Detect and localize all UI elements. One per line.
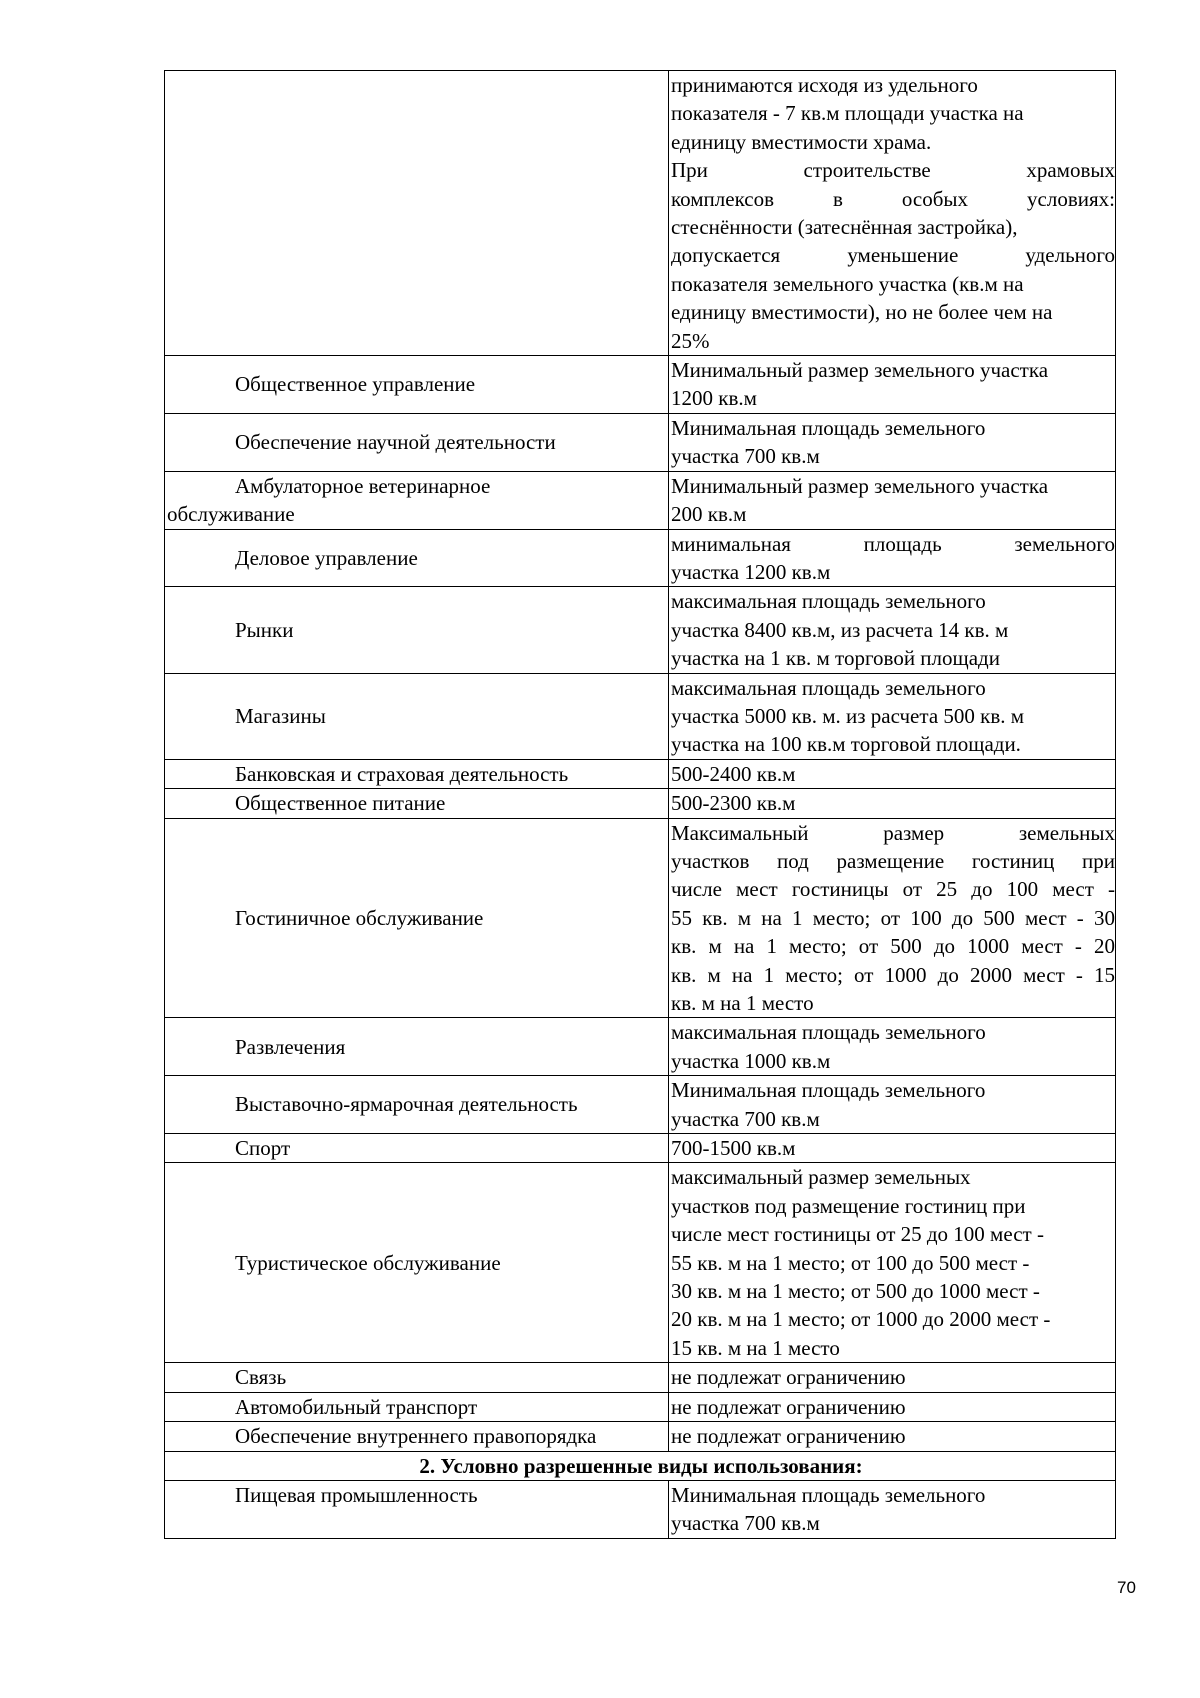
section-heading: 2. Условно разрешенные виды использования: bbox=[165, 1451, 1116, 1480]
page-number: 70 bbox=[1117, 1578, 1136, 1597]
use-name-cell: Выставочно-ярмарочная деятельность bbox=[165, 1076, 669, 1134]
requirement-cell: Минимальная площадь земельного участка 700 кв.м bbox=[669, 1480, 1116, 1538]
use-name-cell: Банковская и страховая деятельность bbox=[165, 759, 669, 788]
requirement-cell: не подлежат ограничению bbox=[669, 1363, 1116, 1392]
use-name-cell: Общественное питание bbox=[165, 789, 669, 818]
table-row bbox=[165, 356, 1116, 414]
table-row bbox=[165, 789, 1116, 818]
table-row bbox=[165, 1422, 1116, 1451]
table-row bbox=[165, 1018, 1116, 1076]
requirement-cell: максимальная площадь земельного участка 1000 кв.м bbox=[669, 1018, 1116, 1076]
requirement-cell: 500-2400 кв.м bbox=[669, 759, 1116, 788]
use-name-cell: Связь bbox=[165, 1363, 669, 1392]
use-name-cell: Пищевая промышленность bbox=[165, 1480, 669, 1538]
table-row bbox=[165, 1480, 1116, 1538]
use-name-cell bbox=[165, 71, 669, 356]
use-name-cell: Амбулаторное ветеринарное обслуживание bbox=[165, 471, 669, 529]
requirement-cell: 500-2300 кв.м bbox=[669, 789, 1116, 818]
use-name-cell: Обеспечение научной деятельности bbox=[165, 413, 669, 471]
requirement-cell: Максимальный размер земельных участков под размещение гостиниц при числе мест гостиницы от 25 до 100 мест - 55 кв. м на 1 место; от 100 до 500 мест - 30 кв. м на 1 место; от 500 до 1000 мест - 20 кв. м на 1 место; от 1000 до 2000 мест - 15 кв. м на 1 место bbox=[669, 818, 1116, 1018]
requirement-cell: максимальная площадь земельного участка 5000 кв. м. из расчета 500 кв. м участка на 100 кв.м торговой площади. bbox=[669, 673, 1116, 759]
use-name-cell: Автомобильный транспорт bbox=[165, 1392, 669, 1421]
requirement-cell: Минимальный размер земельного участка 1200 кв.м bbox=[669, 356, 1116, 414]
table-row bbox=[165, 818, 1116, 1018]
land-use-table bbox=[164, 70, 1116, 1539]
requirement-cell: максимальный размер земельных участков под размещение гостиниц при числе мест гостиницы от 25 до 100 мест - 55 кв. м на 1 место; от 100 до 500 мест - 30 кв. м на 1 место; от 500 до 1000 мест - 20 кв. м на 1 место; от 1000 до 2000 мест - 15 кв. м на 1 место bbox=[669, 1163, 1116, 1363]
requirement-cell: максимальная площадь земельного участка 8400 кв.м, из расчета 14 кв. м участка на 1 кв. м торговой площади bbox=[669, 587, 1116, 673]
requirement-cell: минимальная площадь земельного участка 1200 кв.м bbox=[669, 529, 1116, 587]
use-name-cell: Общественное управление bbox=[165, 356, 669, 414]
table-row bbox=[165, 1392, 1116, 1421]
requirement-cell: не подлежат ограничению bbox=[669, 1422, 1116, 1451]
table-row bbox=[165, 1363, 1116, 1392]
table-row bbox=[165, 1076, 1116, 1134]
requirement-cell: Минимальная площадь земельного участка 700 кв.м bbox=[669, 413, 1116, 471]
requirement-cell: 700-1500 кв.м bbox=[669, 1134, 1116, 1163]
table-row bbox=[165, 471, 1116, 529]
table-row bbox=[165, 1134, 1116, 1163]
use-name-cell: Туристическое обслуживание bbox=[165, 1163, 669, 1363]
use-name-cell: Обеспечение внутреннего правопорядка bbox=[165, 1422, 669, 1451]
table-row bbox=[165, 673, 1116, 759]
requirement-cell: Минимальная площадь земельного участка 700 кв.м bbox=[669, 1076, 1116, 1134]
table-row bbox=[165, 587, 1116, 673]
table-row bbox=[165, 1163, 1116, 1363]
use-name-cell: Гостиничное обслуживание bbox=[165, 818, 669, 1018]
use-name-cell: Развлечения bbox=[165, 1018, 669, 1076]
use-name-cell: Деловое управление bbox=[165, 529, 669, 587]
requirement-cell: не подлежат ограничению bbox=[669, 1392, 1116, 1421]
table-row bbox=[165, 759, 1116, 788]
table-row bbox=[165, 529, 1116, 587]
table-row bbox=[165, 71, 1116, 356]
table-row bbox=[165, 413, 1116, 471]
section-heading-row bbox=[165, 1451, 1116, 1480]
requirement-cell: Минимальный размер земельного участка 200 кв.м bbox=[669, 471, 1116, 529]
requirement-cell: принимаются исходя из удельного показателя - 7 кв.м площади участка на единицу вместимости храма. При строительстве храмовых комплексов в особых условиях: стеснённости (затеснённая застройка), допускается уменьшение удельного показателя земельного участка (кв.м на единицу вместимости), но не более чем на 25% bbox=[669, 71, 1116, 356]
use-name-cell: Магазины bbox=[165, 673, 669, 759]
use-name-cell: Спорт bbox=[165, 1134, 669, 1163]
use-name-cell: Рынки bbox=[165, 587, 669, 673]
